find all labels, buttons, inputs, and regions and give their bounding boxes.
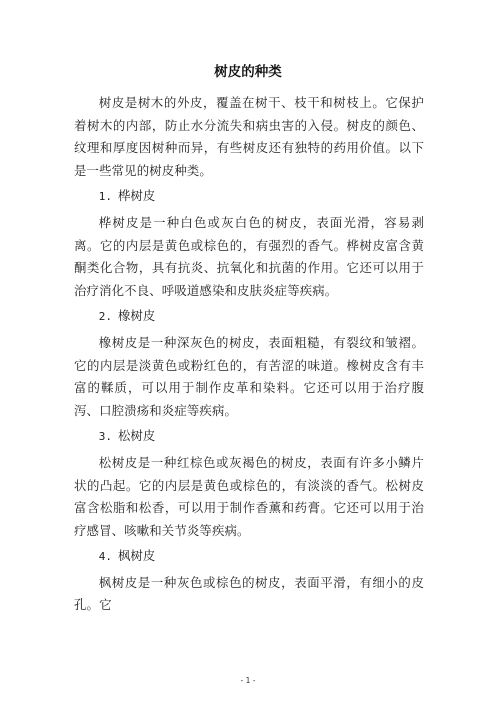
section-title: 松树皮	[118, 428, 156, 444]
section-paragraph-oak: 橡树皮是一种深灰色的树皮，表面粗糙，有裂纹和皱褶。它的内层是淡黄色或粉红色的，有苦涩的味道。橡树皮含有丰富的鞣质，可以用于制作皮革和染料。它还可以用于治疗腹泻、口腔溃疡和炎症等疾病。	[74, 334, 424, 418]
intro-paragraph: 树皮是树木的外皮，覆盖在树干、枝干和树枝上。它保护着树木的内部，防止水分流失和病虫害的入侵。树皮的颜色、纹理和厚度因树种而异，有些树皮还有独特的药用价值。以下是一些常见的树皮种类。	[74, 95, 424, 178]
document-body	[74, 92, 424, 620]
section-paragraph-maple: 枫树皮是一种灰色或棕色的树皮，表面平滑，有细小的皮孔。它	[74, 574, 424, 613]
document-title: 树皮的种类	[214, 64, 282, 80]
section-heading-oak	[74, 305, 424, 329]
section-title: 桦树皮	[118, 188, 156, 204]
section-heading-maple	[74, 545, 424, 569]
section-number: 1.	[98, 190, 113, 204]
page-number: - 1 -	[240, 676, 256, 685]
section-number: 4.	[98, 550, 113, 564]
section-title: 橡树皮	[118, 308, 156, 324]
section-number: 3.	[98, 430, 113, 444]
section-paragraph-birch: 桦树皮是一种白色或灰白色的树皮，表面光滑，容易剥离。它的内层是黄色或棕色的，有强烈的香气。桦树皮富含黄酮类化合物，具有抗炎、抗氧化和抗菌的作用。它还可以用于治疗消化不良、呼吸道感染和皮肤炎症等疾病。	[74, 214, 424, 298]
section-title: 枫树皮	[118, 548, 156, 564]
section-number: 2.	[98, 310, 113, 324]
section-heading-birch	[74, 185, 424, 209]
section-paragraph-pine: 松树皮是一种红棕色或灰褐色的树皮，表面有许多小鳞片状的凸起。它的内层是黄色或棕色的，有淡淡的香气。松树皮富含松脂和松香，可以用于制作香薰和药膏。它还可以用于治疗感冒、咳嗽和关节炎等疾病。	[74, 454, 424, 538]
section-heading-pine	[74, 425, 424, 449]
